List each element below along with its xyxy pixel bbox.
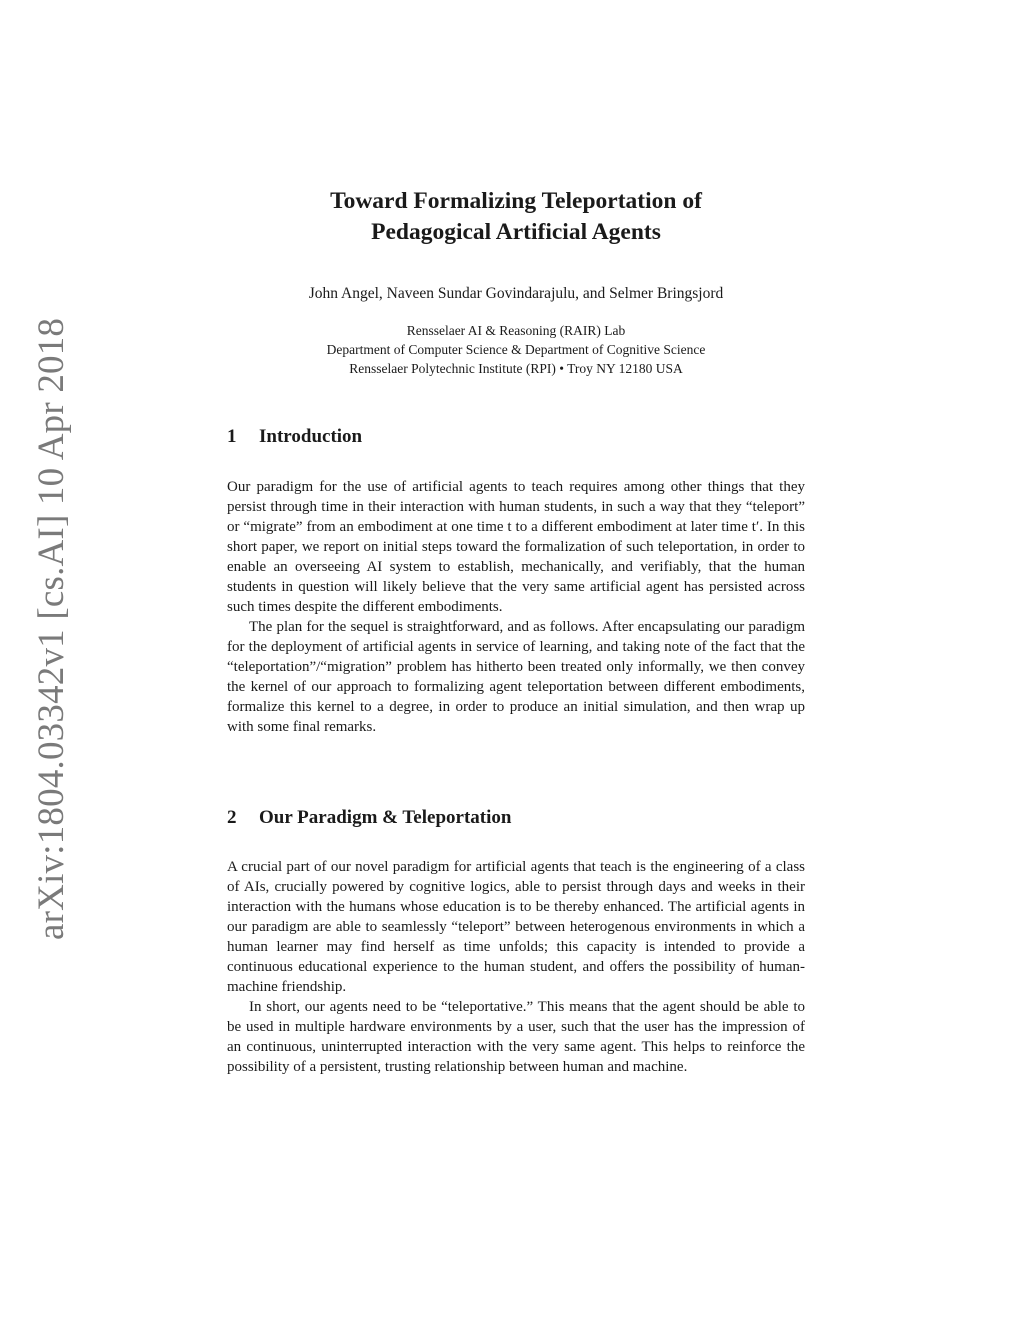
paragraph: In short, our agents need to be “teleportative.” This means that the agent should be able to be used in multiple hardware environments by a user, such that the user has the impression of an continuous, uninterrupted interaction with the very same agent. This helps to reinforce the possibility of a persistent, trusting relationship between human and machine. <box>227 999 805 1075</box>
paragraph: A crucial part of our novel paradigm for artificial agents that teach is the engineering of a class of AIs, crucially powered by cognitive logics, able to persist through days and weeks in their interaction with the humans whose education is to be thereby enhanced. The artificial agents in our paradigm are able to seamlessly “teleport” between heterogenous environments in which a human learner may find herself as time unfolds; this capacity is intended to provide a continuous educational experience to the human student, and offers the possibility of human-machine friendship. <box>227 859 805 995</box>
title-line-1: Toward Formalizing Teleportation of <box>330 188 702 214</box>
paper-title <box>228 186 804 248</box>
affiliation-department: Department of Computer Science & Department of Cognitive Science <box>326 342 706 357</box>
section-heading-introduction <box>227 426 362 448</box>
paragraph: Our paradigm for the use of artificial agents to teach requires among other things that they persist through time in their interaction with human students, in such a way that they “teleport” or “migrate” from an embodiment at one time t to a different embodiment at later time t′. In this short paper, we report on initial steps toward the formalization of such teleportation, in order to enable an overseeing AI system to establish, mechanically, and verifiably, that the human students in question will likely believe that the very same artificial agent has persisted across such times despite the different embodiments. <box>227 479 805 615</box>
section-heading-paradigm <box>227 807 511 829</box>
section-number: 1 <box>227 426 237 447</box>
affiliation-lab: Rensselaer AI & Reasoning (RAIR) Lab <box>406 323 626 338</box>
author-list: John Angel, Naveen Sundar Govindarajulu, and Selmer Bringsjord <box>308 285 724 302</box>
section-title: Our Paradigm & Teleportation <box>259 807 512 828</box>
introduction-body <box>227 477 805 737</box>
paradigm-body <box>227 857 805 1077</box>
affiliation-institute: Rensselaer Polytechnic Institute (RPI) • Troy NY 12180 USA <box>349 361 683 376</box>
title-line-2: Pedagogical Artificial Agents <box>371 219 661 245</box>
affiliation-block <box>200 321 832 378</box>
arxiv-identifier: arXiv:1804.03342v1 [cs.AI] 10 Apr 2018 <box>31 317 72 940</box>
section-title: Introduction <box>259 426 363 447</box>
paragraph: The plan for the sequel is straightforward, and as follows. After encapsulating our paradigm for the deployment of artificial agents in service of learning, and taking note of the fact that the “teleportation”/“migration” problem has hitherto been treated only informally, we then convey the kernel of our approach to formalizing agent teleportation between different embodiments, formalize this kernel to a degree, in order to produce an initial simulation, and then wrap up with some final remarks. <box>227 619 805 735</box>
section-number: 2 <box>227 807 237 828</box>
